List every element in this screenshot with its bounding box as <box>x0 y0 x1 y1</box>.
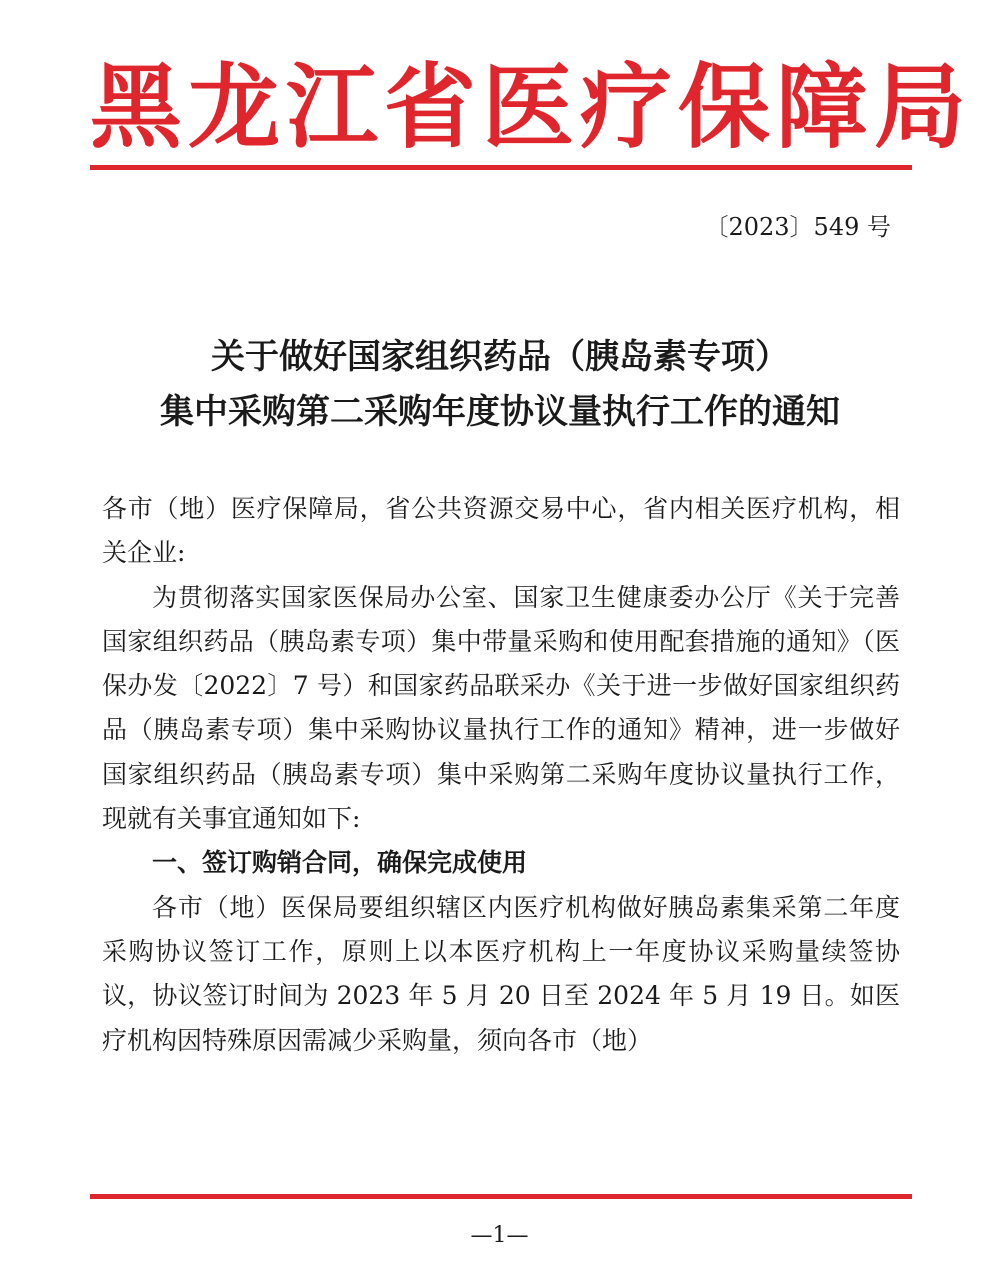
red-divider-bottom <box>90 1194 912 1199</box>
document-body <box>102 487 900 1063</box>
issuer-masthead: 黑龙江省医疗保障局 <box>90 53 973 161</box>
section-1-paragraph: 各市（地）医保局要组织辖区内医疗机构做好胰岛素集采第二年度采购协议签订工作，原则上以本医疗机构上一年度协议采购量续签协议，协议签订时间为 2023 年 5 月 20 日至 2024 年 5 月 19 日。如医疗机构因特殊原因需减少采购量，须向各市（地） <box>102 892 900 1055</box>
intro-paragraph: 为贯彻落实国家医保局办公室、国家卫生健康委办公厅《关于完善国家组织药品（胰岛素专项）集中带量采购和使用配套措施的通知》（医保办发〔2022〕7 号）和国家药品联采办《关于进一步做好国家组织药品（胰岛素专项）集中采购协议量执行工作的通知》精神，进一步做好国家组织药品（胰岛素专项）集中采购第二采购年度协议量执行工作，现就有关事宜通知如下: <box>102 582 900 834</box>
red-divider-top <box>90 165 912 170</box>
title-line-1: 关于做好国家组织药品（胰岛素专项） <box>211 337 789 377</box>
document-title <box>80 330 920 440</box>
title-line-2: 集中采购第二采购年度协议量执行工作的通知 <box>160 392 840 432</box>
section-heading-1: 一、签订购销合同，确保完成使用 <box>152 848 528 878</box>
document-number: 〔2023〕549 号 <box>704 213 891 241</box>
page-number: —1— <box>470 1223 529 1248</box>
salutation: 各市（地）医疗保障局，省公共资源交易中心，省内相关医疗机构，相关企业: <box>102 494 900 568</box>
